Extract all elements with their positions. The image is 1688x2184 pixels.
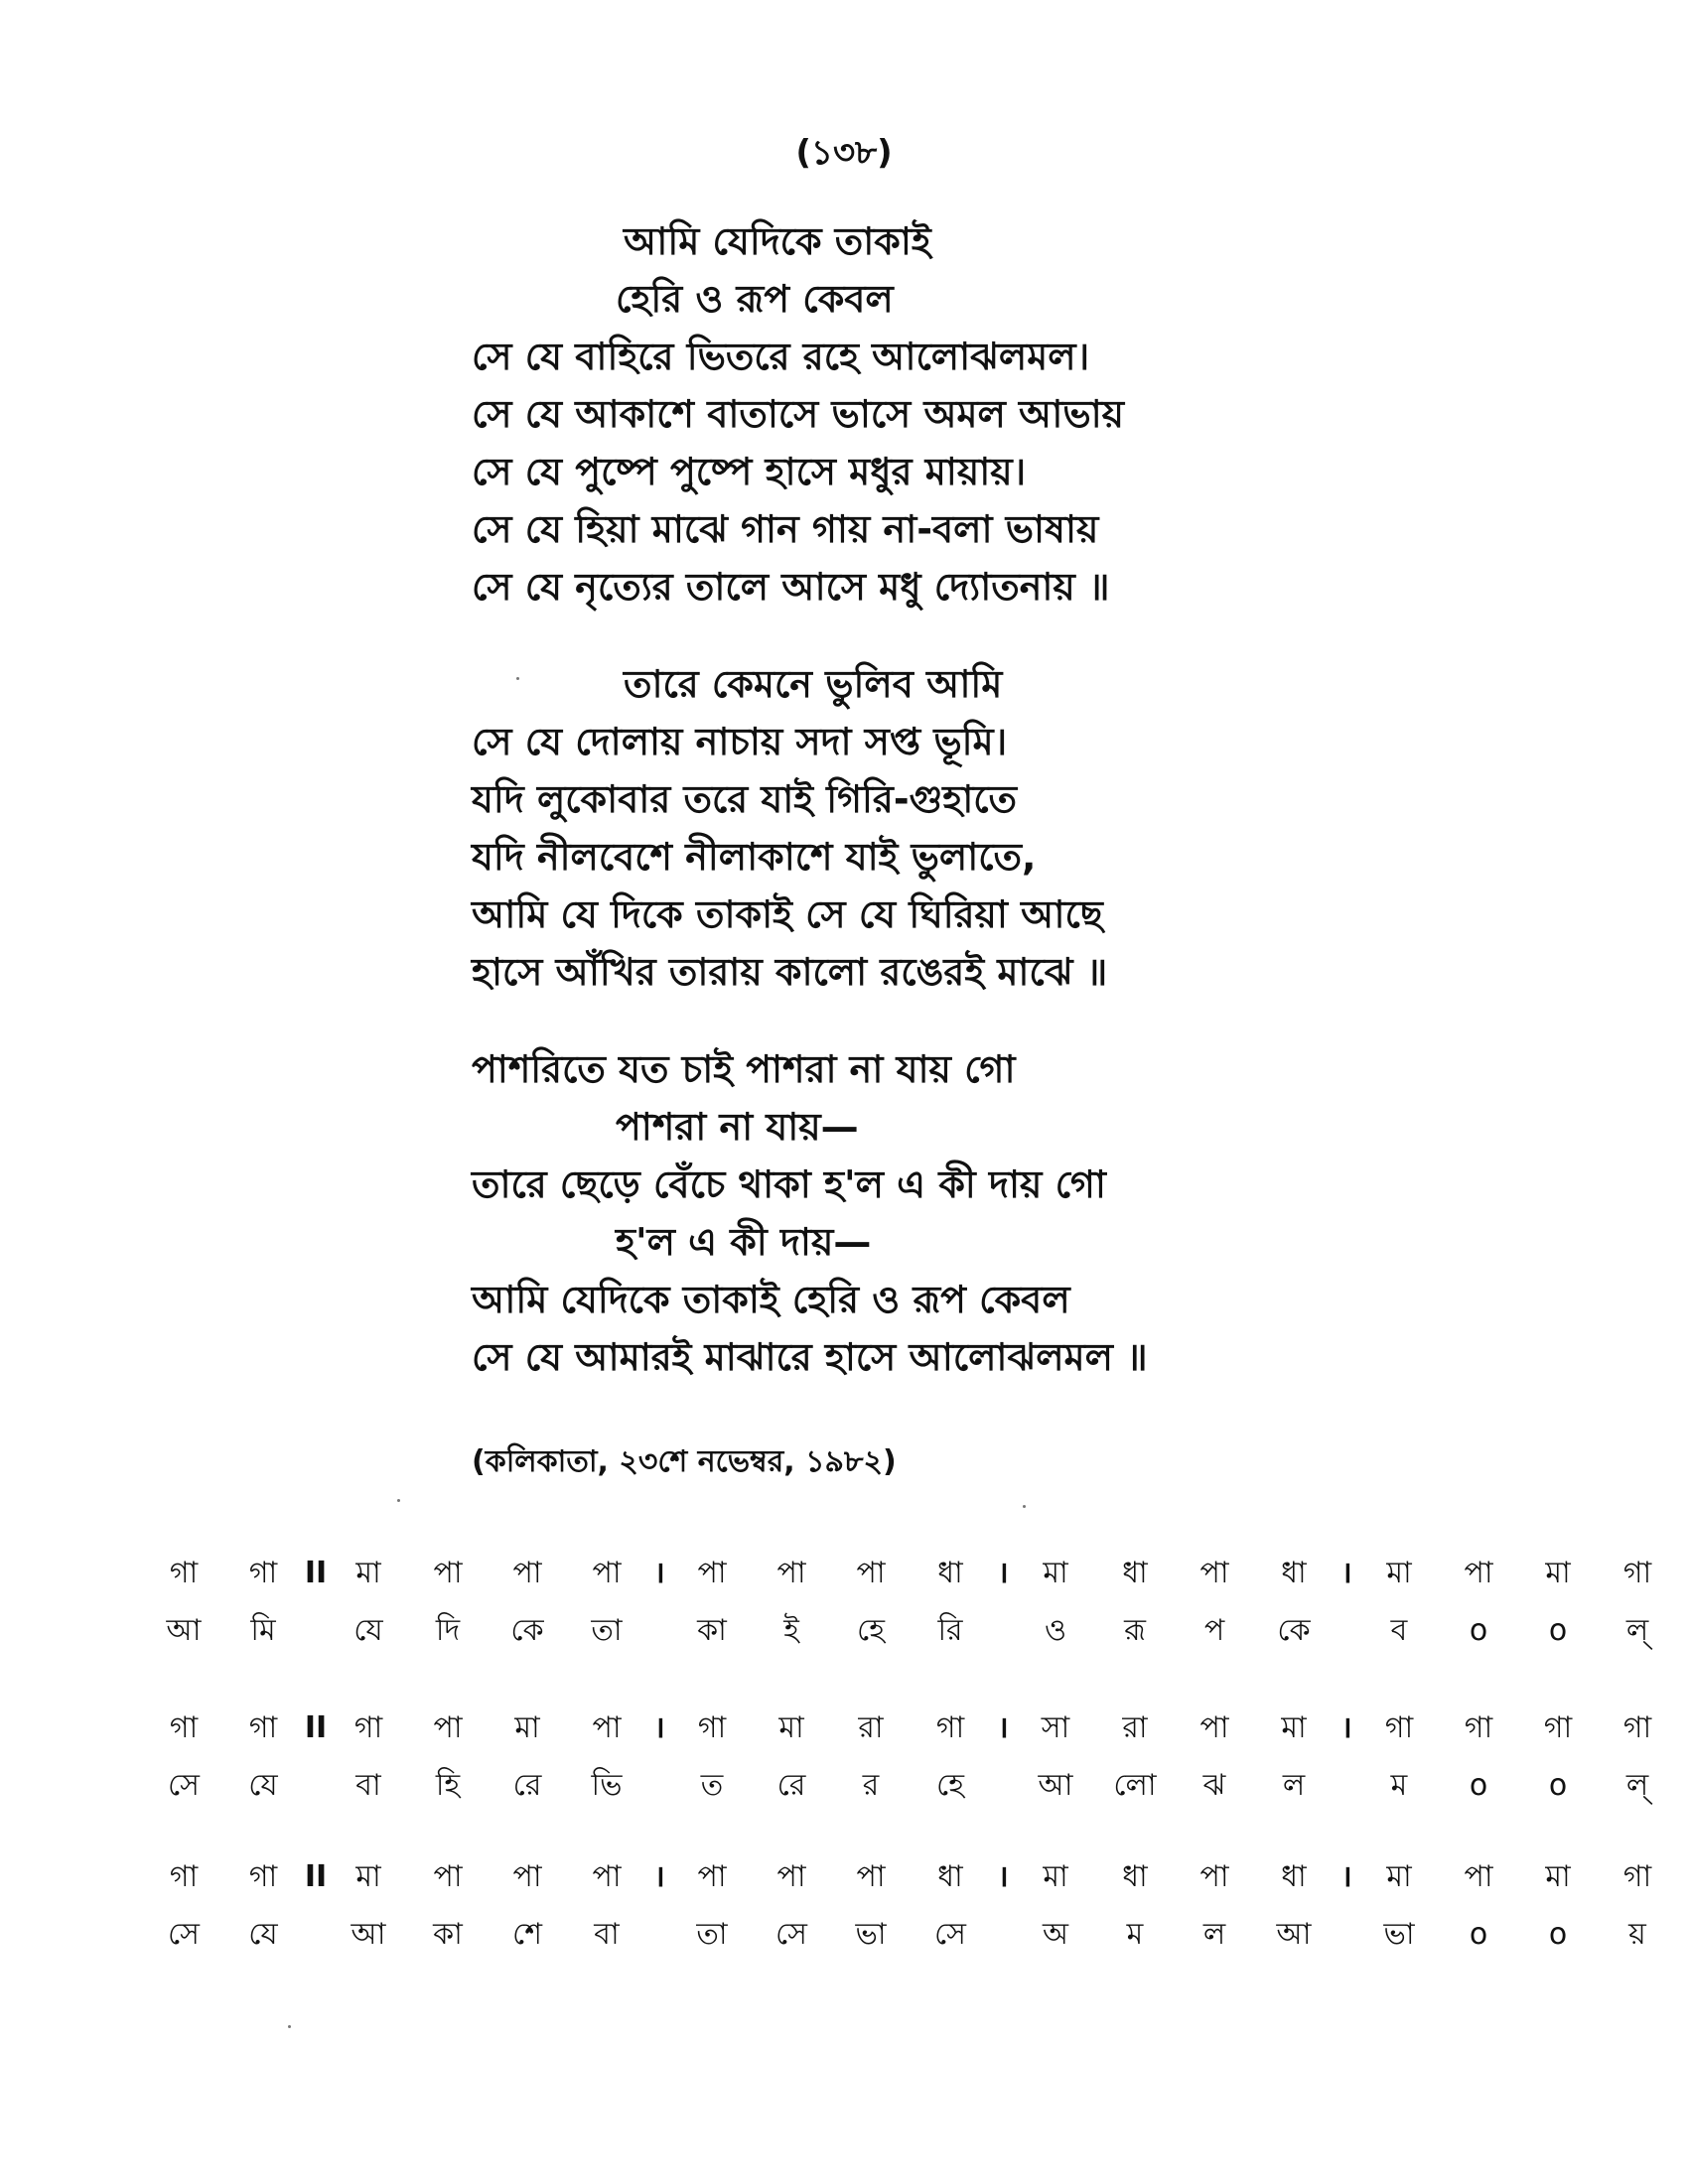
lyric-syllable: সে — [775, 1917, 807, 1952]
swara-note: গা — [248, 1710, 278, 1745]
lyric-syllable: ম — [1126, 1917, 1144, 1952]
lyric-syllable: কে — [510, 1613, 544, 1648]
swara-note: ধা — [937, 1859, 963, 1894]
lyric-syllable: ও — [1044, 1613, 1067, 1648]
lyric-syllable: ο — [1469, 1917, 1488, 1952]
swara-note: পা — [592, 1556, 622, 1590]
lyric-syllable: কে — [1277, 1613, 1311, 1648]
lyric-syllable: কা — [433, 1917, 463, 1952]
swara-note: পা — [1199, 1710, 1229, 1745]
song-line: যদি লুকোবার তরে যাই গিরি-গুহাতে — [472, 777, 1018, 821]
lyric-syllable: যে — [248, 1917, 278, 1952]
swara-note: পা — [1464, 1859, 1493, 1894]
lyric-syllable: ভা — [1383, 1917, 1415, 1952]
lyric-syllable: বা — [355, 1768, 381, 1803]
swara-note: পা — [433, 1710, 463, 1745]
swara-note: পা — [697, 1859, 727, 1894]
swara-note: মা — [514, 1710, 540, 1745]
swara-note: পা — [433, 1859, 463, 1894]
swara-note: মা — [1386, 1556, 1412, 1590]
song-line: সে যে নৃত্যের তালে আসে মধু দ্যোতনায় ॥ — [472, 565, 1110, 609]
lyric-syllable: ত — [700, 1768, 724, 1803]
lyric-syllable: সে — [934, 1917, 966, 1952]
bar-line: । — [653, 1710, 665, 1745]
song-line: তারে ছেড়ে বেঁচে থাকা হ'ল এ কী দায় গো — [472, 1162, 1106, 1206]
swara-note: ধা — [1122, 1556, 1148, 1590]
lyric-syllable: তা — [591, 1613, 623, 1648]
lyric-syllable: বা — [594, 1917, 620, 1952]
lyric-syllable: ল্ — [1625, 1613, 1649, 1648]
swara-note: মা — [1281, 1710, 1307, 1745]
song-line: সে যে দোলায় নাচায় সদা সপ্ত ভূমি। — [472, 720, 1008, 763]
lyric-syllable: ব — [1390, 1613, 1408, 1648]
lyric-syllable: ο — [1548, 1768, 1568, 1803]
swara-note: গা — [1622, 1710, 1652, 1745]
swara-note: পা — [512, 1556, 542, 1590]
swara-note: পা — [856, 1556, 886, 1590]
bar-line: । — [1340, 1859, 1352, 1894]
lyric-syllable: দি — [435, 1613, 461, 1648]
notation-block — [144, 1700, 1652, 1815]
lyric-syllable: যে — [353, 1613, 383, 1648]
swara-note: রা — [858, 1710, 884, 1745]
swara-note: পা — [1464, 1556, 1493, 1590]
bar-line: II — [304, 1710, 328, 1745]
swara-note: পা — [1199, 1556, 1229, 1590]
notation-block — [144, 1848, 1652, 1964]
swara-note: পা — [697, 1556, 727, 1590]
bar-line: । — [1340, 1710, 1352, 1745]
bar-line: । — [997, 1710, 1009, 1745]
scan-speck — [288, 2025, 291, 2028]
bar-line: II — [304, 1556, 328, 1590]
lyric-syllable: ল — [1202, 1917, 1226, 1952]
lyric-syllable: আ — [166, 1613, 202, 1648]
swara-note: গা — [169, 1859, 199, 1894]
bar-line: । — [653, 1859, 665, 1894]
notation-block — [144, 1545, 1652, 1660]
lyric-syllable: যে — [248, 1768, 278, 1803]
swara-note: ধা — [937, 1556, 963, 1590]
swara-row — [144, 1700, 1652, 1757]
lyric-syllable: ο — [1469, 1768, 1488, 1803]
swara-note: পা — [592, 1710, 622, 1745]
swara-note: মা — [355, 1859, 381, 1894]
lyric-syllable: ল — [1282, 1768, 1306, 1803]
swara-note: মা — [1545, 1859, 1571, 1894]
song-line: সে যে আকাশে বাতাসে ভাসে অমল আভায় — [472, 392, 1125, 436]
lyric-syllable: মি — [250, 1613, 276, 1648]
swara-note: মা — [355, 1556, 381, 1590]
swara-note: ধা — [1122, 1859, 1148, 1894]
lyric-syllable: ই — [783, 1613, 799, 1648]
lyric-syllable: হে — [936, 1768, 964, 1803]
lyric-syllable: ম — [1390, 1768, 1408, 1803]
swara-note: সা — [1041, 1710, 1070, 1745]
song-line: পাশরিতে যত চাই পাশরা না যায় গো — [472, 1047, 1016, 1091]
lyric-syllable: অ — [1043, 1917, 1068, 1952]
bar-line: । — [1340, 1556, 1352, 1590]
lyric-syllable: ঝ — [1202, 1768, 1226, 1803]
bar-line: । — [997, 1859, 1009, 1894]
lyric-syllable: ο — [1469, 1613, 1488, 1648]
swara-note: মা — [1386, 1859, 1412, 1894]
lyric-syllable: য় — [1628, 1917, 1646, 1952]
swara-note: পা — [776, 1556, 806, 1590]
song-line: হেরি ও রূপ কেবল — [616, 277, 894, 321]
lyric-syllable: ভা — [855, 1917, 887, 1952]
lyric-syllable: রূ — [1124, 1613, 1146, 1648]
song-line: আমি যে দিকে তাকাই সে যে ঘিরিয়া আছে — [472, 892, 1103, 936]
swara-note: পা — [512, 1859, 542, 1894]
song-line: যদি নীলবেশে নীলাকাশে যাই ভুলাতে, — [472, 835, 1037, 879]
swara-note: গা — [353, 1710, 383, 1745]
bar-line: II — [304, 1859, 328, 1894]
lyric-syllable: হি — [435, 1768, 461, 1803]
bar-line: । — [997, 1556, 1009, 1590]
swara-note: গা — [1384, 1710, 1414, 1745]
swara-note: রা — [1122, 1710, 1148, 1745]
swara-note: গা — [935, 1710, 965, 1745]
swara-note: পা — [776, 1859, 806, 1894]
swara-note: মা — [1043, 1859, 1068, 1894]
lyric-syllable: লো — [1113, 1768, 1157, 1803]
swara-note: গা — [169, 1710, 199, 1745]
lyric-syllable: তা — [696, 1917, 728, 1952]
lyric-row — [144, 1602, 1649, 1660]
song-line: আমি যেদিকে তাকাই হেরি ও রূপ কেবল — [472, 1278, 1070, 1321]
swara-note: গা — [1622, 1859, 1652, 1894]
lyric-syllable: ο — [1548, 1917, 1568, 1952]
bar-line: । — [653, 1556, 665, 1590]
lyric-syllable: প — [1203, 1613, 1225, 1648]
song-line: সে যে আমারই মাঝারে হাসে আলোঝলমল ॥ — [472, 1335, 1148, 1379]
song-line: হ'ল এ কী দায়— — [616, 1220, 872, 1264]
swara-note: গা — [1464, 1710, 1493, 1745]
page-number: (১৩৮) — [795, 133, 893, 173]
swara-note: পা — [856, 1859, 886, 1894]
lyric-syllable: কা — [697, 1613, 727, 1648]
song-line: সে যে পুষ্পে পুষ্পে হাসে মধুর মায়ায়। — [472, 450, 1027, 493]
lyric-syllable: রে — [776, 1768, 806, 1803]
lyric-syllable: র — [862, 1768, 880, 1803]
lyric-syllable: শে — [512, 1917, 542, 1952]
swara-note: পা — [433, 1556, 463, 1590]
song-line: হাসে আঁখির তারায় কালো রঙেরই মাঝে ॥ — [472, 950, 1108, 994]
scan-speck — [1023, 1505, 1026, 1508]
lyric-syllable: রি — [937, 1613, 963, 1648]
lyric-row — [144, 1757, 1649, 1815]
song-line: সে যে হিয়া মাঝে গান গায় না-বলা ভাষায় — [472, 507, 1099, 551]
lyric-syllable: ভি — [591, 1768, 623, 1803]
swara-note: মা — [1545, 1556, 1571, 1590]
swara-note: পা — [592, 1859, 622, 1894]
footer-date: (কলিকাতা, ২৩শে নভেম্বর, ১৯৮২) — [472, 1444, 897, 1479]
lyric-syllable: আ — [1038, 1768, 1073, 1803]
lyric-syllable: ο — [1548, 1613, 1568, 1648]
song-line: আমি যেদিকে তাকাই — [624, 219, 931, 263]
swara-note: গা — [697, 1710, 727, 1745]
scan-speck — [516, 677, 519, 680]
swara-note: ধা — [1281, 1556, 1307, 1590]
swara-note: গা — [248, 1859, 278, 1894]
swara-note: গা — [1543, 1710, 1573, 1745]
swara-row — [144, 1848, 1652, 1906]
swara-row — [144, 1545, 1652, 1602]
lyric-syllable: ল্ — [1625, 1768, 1649, 1803]
swara-note: পা — [1199, 1859, 1229, 1894]
song-line: তারে কেমনে ভুলিব আমি — [624, 662, 1003, 706]
song-line: পাশরা না যায়— — [616, 1105, 859, 1149]
lyric-syllable: সে — [168, 1917, 200, 1952]
lyric-syllable: হে — [857, 1613, 885, 1648]
swara-note: গা — [169, 1556, 199, 1590]
swara-note: গা — [248, 1556, 278, 1590]
lyric-syllable: রে — [512, 1768, 542, 1803]
lyric-syllable: আ — [1276, 1917, 1312, 1952]
scan-speck — [397, 1499, 400, 1502]
lyric-syllable: আ — [351, 1917, 386, 1952]
swara-note: মা — [778, 1710, 804, 1745]
swara-note: ধা — [1281, 1859, 1307, 1894]
swara-note: গা — [1622, 1556, 1652, 1590]
swara-note: মা — [1043, 1556, 1068, 1590]
lyric-row — [144, 1906, 1646, 1964]
song-line: সে যে বাহিরে ভিতরে রহে আলোঝলমল। — [472, 335, 1090, 378]
lyric-syllable: সে — [168, 1768, 200, 1803]
